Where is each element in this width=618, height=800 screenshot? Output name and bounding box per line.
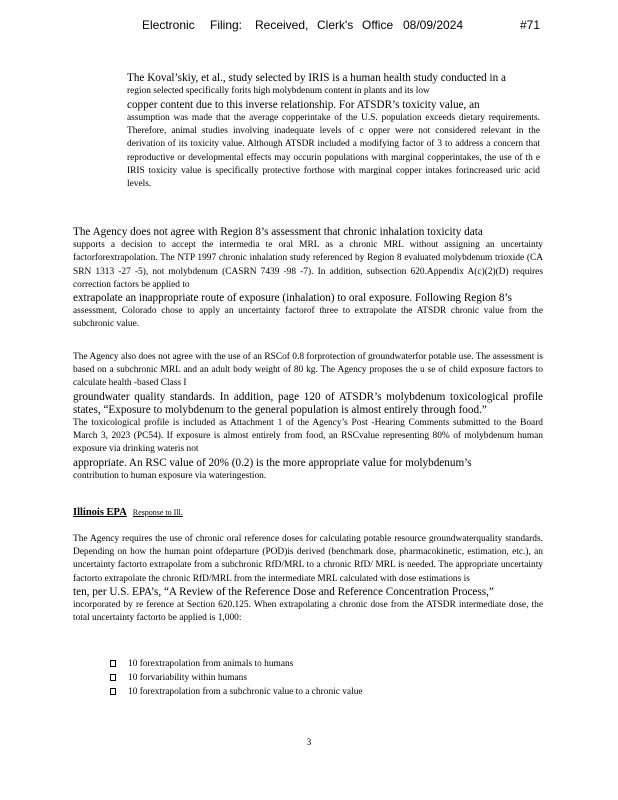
paragraph-rsc-line-c: The toxicological profile is included as Attachment 1 of the Agency’s Post -Hearing Comments submitted to the Board March 3, 2023 (PC54). If exposure is almost entirely from food, an RSCvalue representing 80% of molybdenum human exposure via drinking wateris not	[73, 418, 543, 455]
paragraph-region8-line-d: assessment, Colorado chose to apply an uncertainty factorof three to extrapolate the ATSDR chronic value from the subchronic value.	[73, 306, 543, 330]
list-item	[110, 671, 530, 685]
paragraph-uncertainty	[73, 533, 543, 625]
paragraph-region8-line-a: The Agency does not agree with Region 8’s assessment that chronic inhalation toxicity data	[73, 226, 483, 238]
list-item	[110, 685, 530, 699]
paragraph-uncertainty-line-a: The Agency requires the use of chronic oral reference doses for calculating potable resource groundwaterquality standards. Depending on how the human point ofdeparture (POD)is derived (benchmark dose, pharmacokinetic, estimation, etc.), an uncertainty factorto extrapolate from a subchronic RfD/MRL to a chronic RfD/ MRL is needed. The appropriate uncertainty factorto extrapolate the chronic RfD/MRL from the intermediate MRL calculated with dose estimations is	[73, 534, 543, 584]
paragraph-rsc-line-a: The Agency also does not agree with the use of an RSCof 0.8 forprotection of groundwaterfor potable use. The assessment is based on a subchronic MRL and an adult body weight of 80 kg. The Agency proposes the u se of child exposure factors to calculate health -based Class I	[73, 352, 543, 389]
section-heading-subtitle: Response to Ill.	[132, 508, 183, 517]
list-item	[110, 657, 530, 671]
header-received: Received,	[255, 18, 309, 32]
paragraph-rsc	[73, 351, 543, 483]
header-office: Office	[362, 18, 394, 32]
paragraph-kovalskiy-line-d: assumption was made that the average copperintake of the U.S. population exceeds dietary requirements. Therefore, animal studies involving inadequate levels of c opper were not considered relevant in the derivation of its toxicity value. Although ATSDR included a modifying factor of 3 to address a concern that reproductive or developmental effects may occurin populations with marginal copperintakes, the use of th e IRIS toxicity value is specifically protective forthose with marginal copper intakes forincreased uric acid levels.	[127, 112, 540, 190]
paragraph-uncertainty-line-c: incorporated by re ference at Section 620.125. When extrapolating a chronic dose from the ATSDR intermediate dose, the total uncertainty factorto be applied is 1,000:	[73, 600, 543, 624]
paragraph-rsc-line-d: appropriate. An RSC value of 20% (0.2) is the more appropriate value for molybdenum’s	[73, 456, 472, 469]
section-heading	[73, 507, 183, 518]
paragraph-kovalskiy-line-b: region selected specifically forits high molybdenum content in plants and its low	[127, 86, 430, 97]
section-heading-title: Illinois EPA	[73, 507, 127, 518]
bullet-box-icon	[110, 674, 116, 681]
header-electronic: Electronic	[142, 18, 195, 32]
paragraph-region8-line-b: supports a decision to accept the intermedia te oral MRL as a chronic MRL without assigning an uncertainty factorforextrapolation. The NTP 1997 chronic inhalation study referenced by Region 8 evaluated molybdenum trioxide (CA SRN 1313 -27 -5), not molybdenum (CASRN 7439 -98 -7). In addition, subsection 620.Appendix A(c)(2)(D) requires correction factors be applied to	[73, 240, 543, 290]
header-filing: Filing:	[210, 18, 243, 32]
header-clerks: Clerk's	[317, 18, 354, 32]
header-number: #71	[520, 18, 541, 32]
paragraph-region8-line-c: extrapolate an inappropriate route of exposure (inhalation) to oral exposure. Following Region 8’s	[73, 292, 512, 305]
paragraph-rsc-line-b: groundwater quality standards. In addition, page 120 of ATSDR’s molybdenum toxicological profile states, “Exposure to molybdenum to the general population is almost entirely through food.”	[73, 390, 543, 416]
paragraph-rsc-line-e: contribution to human exposure via wateringestion.	[73, 470, 267, 481]
bullet-box-icon	[110, 660, 116, 667]
paragraph-region8	[73, 226, 543, 332]
filing-header	[0, 18, 618, 38]
paragraph-kovalskiy	[127, 72, 540, 192]
paragraph-kovalskiy-line-a: The Koval’skiy, et al., study selected by IRIS is a human health study conducted in a	[127, 72, 506, 84]
uncertainty-factor-list	[110, 657, 530, 699]
paragraph-uncertainty-line-b: ten, per U.S. EPA’s, “A Review of the Reference Dose and Reference Concentration Process,”	[73, 585, 494, 598]
list-item-text: 10 forextrapolation from animals to humans	[128, 659, 294, 669]
page-number: 3	[306, 737, 312, 747]
list-item-text: 10 forextrapolation from a subchronic value to a chronic value	[128, 687, 363, 697]
paragraph-kovalskiy-line-c: copper content due to this inverse relationship. For ATSDR’s toxicity value, an	[127, 98, 480, 111]
header-date: 08/09/2024	[403, 18, 464, 32]
list-item-text: 10 forvariability within humans	[128, 673, 247, 683]
bullet-box-icon	[110, 688, 116, 695]
